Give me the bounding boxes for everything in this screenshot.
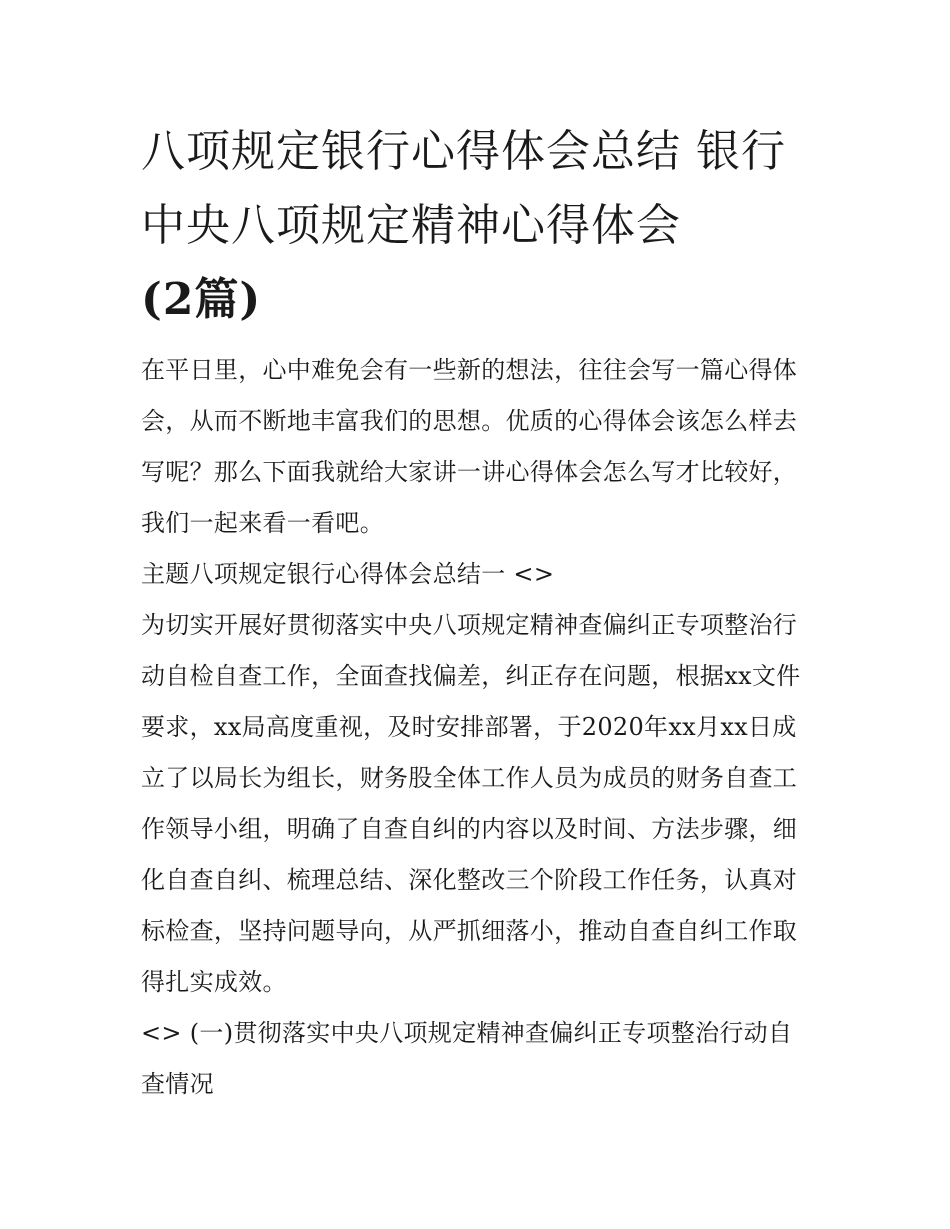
- paragraph-section: <> (一)贯彻落实中央八项规定精神查偏纠正专项整治行动自查情况: [141, 1019, 793, 1098]
- paragraph-intro: 在平日里，心中难免会有一些新的想法，往往会写一篇心得体会，从而不断地丰富我们的思想。优质的心得体会该怎么样去写呢？那么下面我就给大家讲一讲心得体会怎么写才比较好，我们一起来看一看吧。: [141, 356, 798, 537]
- document-title: [141, 115, 813, 337]
- document-content: [141, 115, 813, 1110]
- paragraph-heading: 主题八项规定银行心得体会总结一 <>: [141, 560, 555, 588]
- title-main: 八项规定银行心得体会总结 银行中央八项规定精神心得体会: [141, 126, 786, 251]
- paragraph-main: 为切实开展好贯彻落实中央八项规定精神查偏纠正专项整治行动自检自查工作，全面查找偏差，纠正存在问题，根据xx文件要求，xx局高度重视，及时安排部署，于2020年xx月xx日成立了以局长为组长，财务股全体工作人员为成员的财务自查工作领导小组，明确了自查自纠的内容以及时间、方法步骤，细化自查自纠、梳理总结、深化整改三个阶段工作任务，认真对标检查，坚持问题导向，从严抓细落小，推动自查自纠工作取得扎实成效。: [141, 611, 801, 996]
- document-body: [141, 345, 813, 1110]
- title-tail: (2篇): [141, 274, 262, 325]
